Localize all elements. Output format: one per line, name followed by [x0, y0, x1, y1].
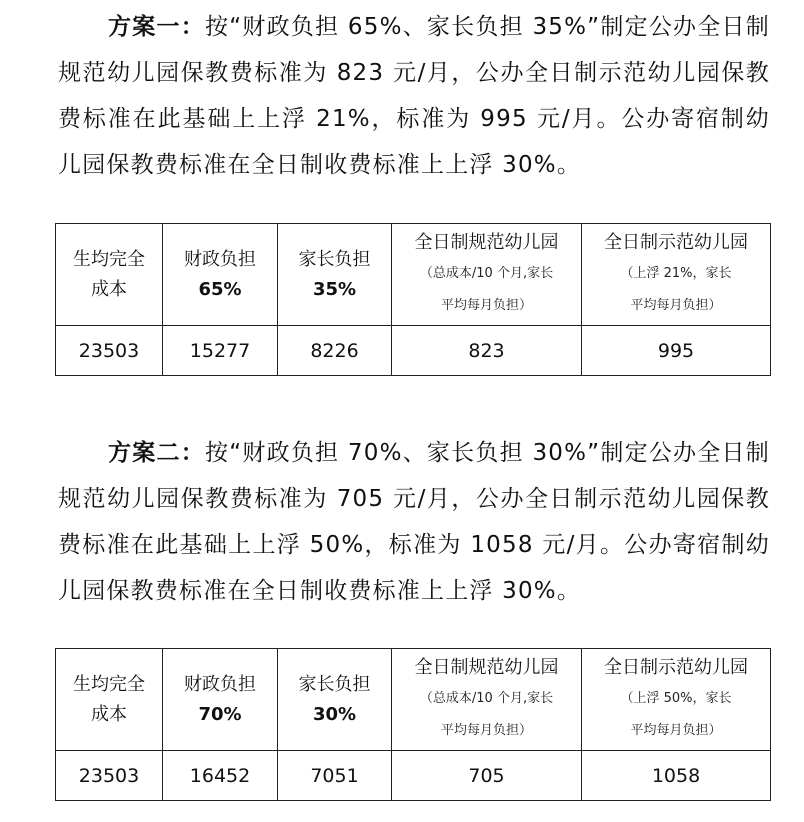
header-parent: 家长负担 35%: [278, 224, 392, 326]
plan-one-text: 按“财政负担 65%、家长负担 35%”制定公办全日制规范幼儿园保教费标准为 823 元/月，公办全日制示范幼儿园保教费标准在此基础上上浮 21%，标准为 995 元/月。公办寄宿制幼儿园保教费标准在全日制收费标准上上浮 30%。: [58, 14, 770, 178]
header-parent: 家长负担 30%: [278, 649, 392, 751]
plan-one-table: [55, 223, 771, 376]
cell-model-fee: 995: [582, 326, 771, 376]
cell-cost: 23503: [56, 751, 163, 801]
header-fiscal: 财政负担 65%: [163, 224, 278, 326]
cell-parent: 8226: [278, 326, 392, 376]
plan-two-heading: 方案二：: [108, 440, 205, 466]
cell-cost: 23503: [56, 326, 163, 376]
header-fiscal: 财政负担 70%: [163, 649, 278, 751]
header-cost: 生均完全 成本: [56, 649, 163, 751]
header-standard-kindergarten: 全日制规范幼儿园 （总成本/10 个月,家长 平均每月负担）: [392, 649, 582, 751]
plan-two-text: 按“财政负担 70%、家长负担 30%”制定公办全日制规范幼儿园保教费标准为 705 元/月，公办全日制示范幼儿园保教费标准在此基础上上浮 50%，标准为 1058 元/月。公办寄宿制幼儿园保教费标准在全日制收费标准上上浮 30%。: [58, 440, 770, 604]
fiscal-percent: 70%: [198, 703, 242, 725]
plan-two-paragraph: [58, 430, 770, 614]
cell-fiscal: 16452: [163, 751, 278, 801]
cell-standard-fee: 823: [392, 326, 582, 376]
cell-model-fee: 1058: [582, 751, 771, 801]
fiscal-percent: 65%: [198, 278, 242, 300]
header-cost: 生均完全 成本: [56, 224, 163, 326]
table-row: [56, 326, 771, 376]
header-standard-kindergarten: 全日制规范幼儿园 （总成本/10 个月,家长 平均每月负担）: [392, 224, 582, 326]
table-header-row: [56, 649, 771, 751]
parent-percent: 35%: [312, 278, 357, 300]
parent-percent: 30%: [312, 703, 357, 725]
cell-fiscal: 15277: [163, 326, 278, 376]
cell-parent: 7051: [278, 751, 392, 801]
table-row: [56, 751, 771, 801]
table-header-row: [56, 224, 771, 326]
plan-one-paragraph: [58, 4, 770, 188]
plan-two-table: [55, 648, 771, 801]
header-model-kindergarten: 全日制示范幼儿园 （上浮 50%，家长 平均每月负担）: [582, 649, 771, 751]
plan-one-heading: 方案一：: [108, 14, 205, 40]
cell-standard-fee: 705: [392, 751, 582, 801]
header-model-kindergarten: 全日制示范幼儿园 （上浮 21%，家长 平均每月负担）: [582, 224, 771, 326]
